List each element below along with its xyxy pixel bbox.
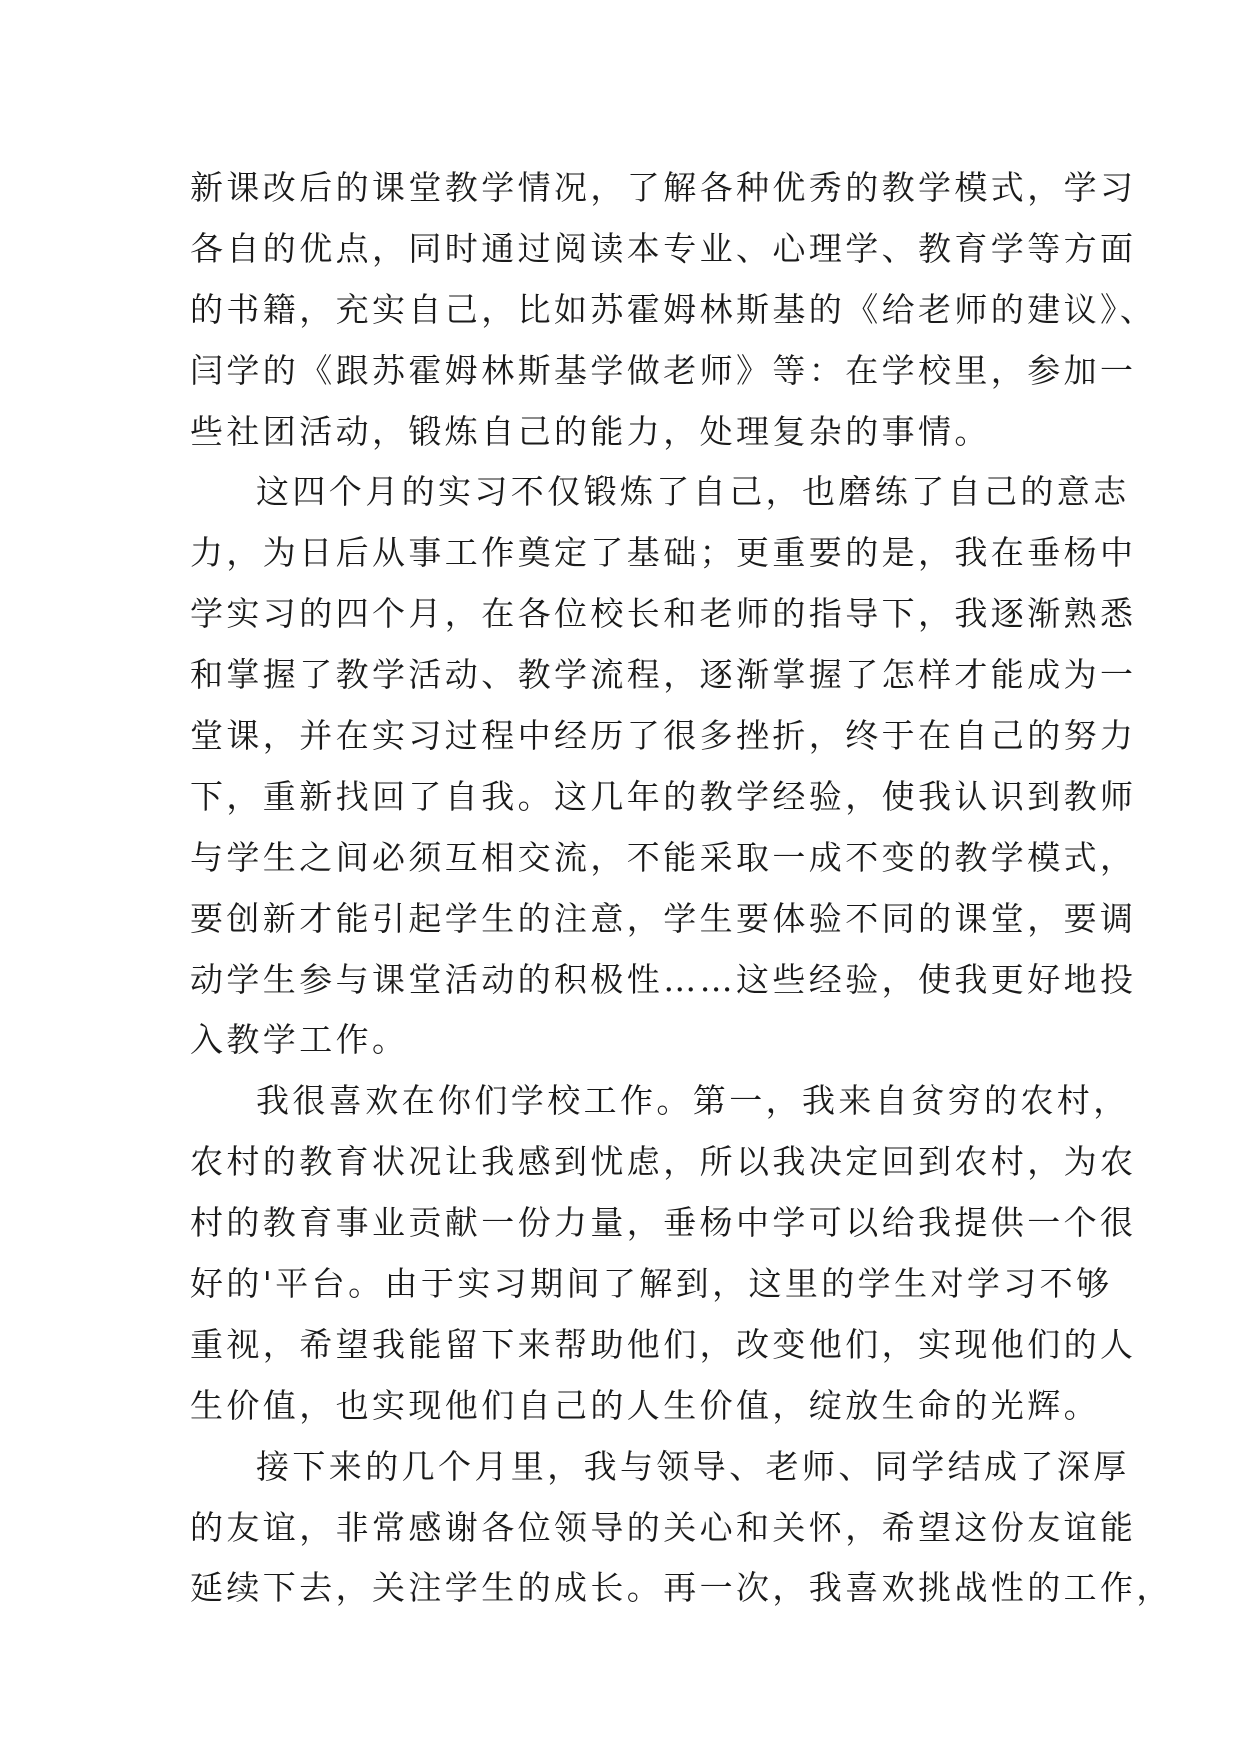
text-line: 生价值，也实现他们自己的人生价值，绽放生命的光辉。 xyxy=(190,1385,1100,1425)
text-line: 新课改后的课堂教学情况，了解各种优秀的教学模式，学习 xyxy=(190,168,1137,207)
text-line: 闫学的《跟苏霍姆林斯基学做老师》等：在学校里，参加一 xyxy=(190,350,1137,390)
text-line: 入教学工作。 xyxy=(190,1020,409,1060)
text-line: 力，为日后从事工作奠定了基础；更重要的是，我在垂杨中 xyxy=(190,533,1137,573)
text-line: 学实习的四个月，在各位校长和老师的指导下，我逐渐熟悉 xyxy=(190,594,1137,634)
text-line: 这四个月的实习不仅锻炼了自己，也磨练了自己的意志 xyxy=(256,472,1130,512)
text-line: 些社团活动，锻炼自己的能力，处理复杂的事情。 xyxy=(190,411,991,451)
text-line: 村的教育事业贡献一份力量，垂杨中学可以给我提供一个很 xyxy=(190,1203,1137,1243)
text-line: 农村的教育状况让我感到忧虑，所以我决定回到农村，为农 xyxy=(190,1142,1137,1182)
text-line: 我很喜欢在你们学校工作。第一，我来自贫穷的农村， xyxy=(256,1081,1130,1121)
text-line: 要创新才能引起学生的注意，学生要体验不同的课堂，要调 xyxy=(190,898,1137,938)
text-line: 各自的优点，同时通过阅读本专业、心理学、教育学等方面 xyxy=(190,228,1137,268)
text-line: 接下来的几个月里，我与领导、老师、同学结成了深厚 xyxy=(256,1446,1130,1486)
text-line: 好的'平台。由于实习期间了解到，这里的学生对学习不够 xyxy=(190,1264,1113,1304)
text-line: 堂课，并在实习过程中经历了很多挫折，终于在自己的努力 xyxy=(190,716,1137,756)
text-line: 延续下去，关注学生的成长。再一次，我喜欢挑战性的工作， xyxy=(190,1568,1173,1608)
text-line: 的友谊，非常感谢各位领导的关心和关怀，希望这份友谊能 xyxy=(190,1507,1137,1547)
body-text xyxy=(190,158,1173,1619)
text-line: 下，重新找回了自我。这几年的教学经验，使我认识到教师 xyxy=(190,776,1137,816)
text-line: 重视，希望我能留下来帮助他们，改变他们，实现他们的人 xyxy=(190,1324,1137,1364)
text-line: 的书籍，充实自己，比如苏霍姆林斯基的《给老师的建议》、 xyxy=(190,289,1157,329)
text-line: 和掌握了教学活动、教学流程，逐渐掌握了怎样才能成为一 xyxy=(190,655,1137,695)
text-line: 动学生参与课堂活动的积极性……这些经验，使我更好地投 xyxy=(190,959,1137,999)
text-line: 与学生之间必须互相交流，不能采取一成不变的教学模式， xyxy=(190,837,1137,877)
